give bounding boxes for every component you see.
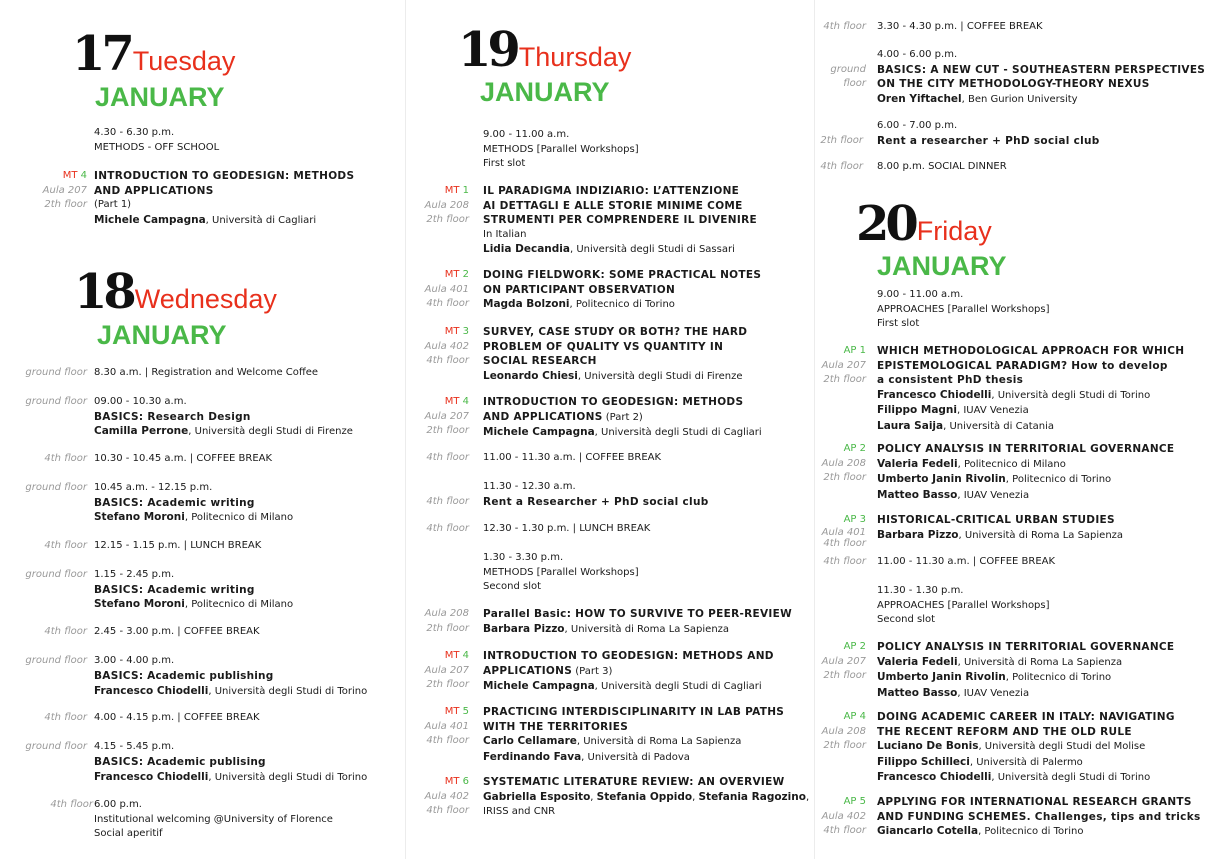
workshop-title: POLICY ANALYSIS IN TERRITORIAL GOVERNANCE bbox=[877, 443, 1175, 455]
workshop-title: PROBLEM OF QUALITY VS QUANTITY IN bbox=[483, 340, 724, 353]
speaker-affiliation: , Università di Roma La Sapienza bbox=[576, 736, 742, 747]
room: Aula 401 bbox=[821, 527, 866, 538]
workshop-title: IL PARADIGMA INDIZIARIO: L’ATTENZIONE bbox=[483, 185, 740, 197]
floor: 4th floor bbox=[44, 712, 87, 723]
speaker-affiliation: , Politecnico di Milano bbox=[957, 458, 1066, 470]
room: Aula 208 bbox=[821, 457, 866, 469]
event-description: Institutional welcoming @University of Florence bbox=[94, 813, 333, 825]
floor: 4th floor bbox=[426, 355, 469, 366]
workshop-code: AP 5 bbox=[843, 796, 866, 807]
speaker-name: Giancarlo Cotella bbox=[877, 825, 979, 837]
workshop-code: AP 4 bbox=[843, 711, 866, 722]
floor: 4th floor bbox=[50, 799, 93, 810]
session-label: METHODS - OFF SCHOOL bbox=[94, 141, 220, 153]
schedule-text: 12.15 - 1.15 p.m. | LUNCH BREAK bbox=[94, 540, 262, 551]
schedule-text: 4.00 - 4.15 p.m. | COFFEE BREAK bbox=[94, 712, 260, 723]
workshop-title: APPLICATIONS bbox=[483, 664, 573, 677]
schedule-text: 3.30 - 4.30 p.m. | COFFEE BREAK bbox=[877, 21, 1043, 32]
floor: 2th floor bbox=[823, 740, 866, 751]
speaker-name: Francesco Chiodelli bbox=[877, 771, 992, 783]
workshop-code: MT 5 bbox=[444, 706, 469, 717]
speaker-name: Umberto Janin Rivolin bbox=[877, 473, 1006, 485]
floor: 2th floor bbox=[426, 425, 469, 436]
speaker-affiliation: , Università degli Studi di Firenze bbox=[188, 426, 353, 437]
entry-location bbox=[822, 513, 866, 549]
schedule-text: 8.30 a.m. | Registration and Welcome Coffee bbox=[94, 367, 319, 378]
session-title: BASICS bbox=[94, 755, 139, 768]
speaker-name: Ferdinando Fava bbox=[483, 750, 582, 763]
workshop-title: AND APPLICATIONS bbox=[94, 184, 214, 197]
day-month: JANUARY bbox=[97, 320, 227, 350]
workshop-title: PRACTICING INTERDISCIPLINARITY IN LAB PATHS bbox=[483, 706, 785, 718]
speaker-name: Laura Saija bbox=[877, 419, 944, 432]
workshop-title: AI DETTAGLI E ALLE STORIE MINIME COME bbox=[483, 199, 743, 212]
floor: 4th floor bbox=[426, 452, 469, 463]
day-month: JANUARY bbox=[480, 77, 610, 107]
speaker-name: Francesco Chiodelli bbox=[94, 685, 209, 697]
session-title: : Academic publising bbox=[138, 755, 266, 768]
workshop-title: STRUMENTI PER COMPRENDERE IL DIVENIRE bbox=[483, 214, 757, 226]
speaker-affiliation: , Politecnico di Torino bbox=[569, 299, 675, 310]
session-time: 6.00 - 7.00 p.m. bbox=[877, 120, 958, 131]
floor: 4th floor bbox=[823, 556, 866, 567]
speaker-name: Valeria Fedeli bbox=[877, 457, 958, 470]
session-intro bbox=[877, 288, 1050, 332]
speaker-affiliation: , Università degli Studi del Molise bbox=[978, 741, 1146, 752]
workshop-code: MT 4 bbox=[444, 396, 469, 407]
speaker-affiliation: , IUAV Venezia bbox=[957, 489, 1030, 501]
speaker-affiliation: , Politecnico di Milano bbox=[184, 599, 294, 610]
session-intro bbox=[483, 551, 639, 595]
session-title: BASICS: Academic writing bbox=[94, 496, 255, 509]
session-time: 3.00 - 4.00 p.m. bbox=[94, 655, 175, 666]
floor: 4th floor bbox=[44, 626, 87, 637]
day-weekday: Wednesday bbox=[134, 284, 277, 314]
floor: 2th floor bbox=[44, 199, 87, 210]
floor: floor bbox=[843, 78, 866, 89]
workshop-title: INTRODUCTION TO GEODESIGN: METHODS bbox=[483, 396, 744, 408]
floor: 4th floor bbox=[823, 825, 866, 836]
workshop-title: SOCIAL RESEARCH bbox=[483, 355, 597, 367]
day-number: 17 bbox=[72, 26, 131, 82]
column-1 bbox=[0, 0, 405, 859]
speaker-name: Leonardo Chiesi bbox=[483, 369, 578, 382]
speaker-affiliation: , IUAV Venezia bbox=[957, 687, 1030, 699]
speaker-name: Michele Campagna bbox=[483, 426, 595, 438]
session-time: 4.15 - 5.45 p.m. bbox=[94, 741, 175, 752]
workshop-code: MT 4 bbox=[444, 650, 469, 661]
room: Aula 207 bbox=[424, 410, 469, 422]
speaker-name: Lidia Decandia bbox=[483, 243, 570, 255]
session-title: : Academic publishing bbox=[138, 669, 274, 682]
workshop-code: AP 3 bbox=[843, 514, 866, 525]
session-slot: Second slot bbox=[877, 614, 936, 625]
floor: 2th floor bbox=[823, 472, 866, 483]
floor: 4th floor bbox=[44, 540, 87, 551]
workshop-title: Parallel Basic: HOW TO SURVIVE TO PEER-REVIEW bbox=[483, 608, 792, 620]
day-header-19 bbox=[458, 22, 632, 78]
speaker-affiliation: , Politecnico di Milano bbox=[184, 512, 294, 523]
workshop-code: MT 3 bbox=[444, 326, 469, 337]
session-title: BASICS: Academic writing bbox=[94, 583, 255, 596]
day-number: 19 bbox=[458, 22, 517, 78]
speaker-name: Stefano Moroni bbox=[94, 598, 185, 610]
session-title: BASICS: A NEW CUT - SOUTHEASTERN PERSPECTIVES bbox=[877, 63, 1206, 76]
floor: 2th floor bbox=[823, 374, 866, 385]
entry-location bbox=[822, 710, 866, 754]
speaker-affiliation: , Ben Gurion University bbox=[961, 93, 1078, 105]
session-time: 4.30 - 6.30 p.m. bbox=[94, 127, 175, 138]
session-time: 1.15 - 2.45 p.m. bbox=[94, 569, 175, 580]
room: Aula 207 bbox=[42, 184, 87, 196]
entry-location bbox=[830, 63, 866, 92]
session-label: METHODS [Parallel Workshops] bbox=[483, 566, 639, 578]
floor: 4th floor bbox=[426, 805, 469, 816]
floor: ground floor bbox=[25, 367, 87, 378]
session-slot: First slot bbox=[483, 158, 526, 169]
floor: ground floor bbox=[25, 655, 87, 666]
room: Aula 402 bbox=[424, 340, 469, 352]
workshop-title: POLICY ANALYSIS IN TERRITORIAL GOVERNANCE bbox=[877, 641, 1175, 653]
speaker-affiliation: , Università di Roma La Sapienza bbox=[957, 656, 1123, 668]
workshop-code: AP 2 bbox=[843, 443, 866, 454]
entry-location bbox=[822, 795, 866, 839]
floor: ground floor bbox=[25, 741, 87, 752]
speaker-name: Stefano Moroni bbox=[94, 511, 185, 523]
entry-location bbox=[425, 775, 469, 819]
room: Aula 208 bbox=[424, 608, 469, 619]
room: Aula 402 bbox=[821, 810, 866, 822]
room: Aula 208 bbox=[424, 199, 469, 211]
entry-location bbox=[425, 705, 469, 749]
speaker-name: Barbara Pizzo bbox=[877, 528, 959, 541]
workshop-title: INTRODUCTION TO GEODESIGN: METHODS bbox=[94, 170, 355, 182]
floor: 2th floor bbox=[426, 679, 469, 690]
workshop-title: ON PARTICIPANT OBSERVATION bbox=[483, 283, 676, 296]
room: Aula 401 bbox=[424, 720, 469, 732]
speaker-affiliation: , Università degli Studi di Firenze bbox=[577, 370, 743, 382]
workshop-code: MT 2 bbox=[444, 269, 469, 280]
day-number: 18 bbox=[74, 264, 133, 320]
session-title: Rent a Researcher + PhD social club bbox=[483, 495, 709, 508]
day-weekday: Friday bbox=[916, 216, 992, 246]
session-time: 4.00 - 6.00 p.m. bbox=[877, 49, 958, 60]
speaker-name: Carlo Cellamare bbox=[483, 735, 577, 747]
floor: 2th floor bbox=[823, 670, 866, 681]
floor: 2th floor bbox=[426, 622, 469, 634]
speaker-name: Oren Yiftachel bbox=[877, 92, 962, 105]
day-month: JANUARY bbox=[877, 251, 1007, 281]
speaker-affiliation: , Università degli Studi di Torino bbox=[208, 686, 368, 697]
speaker-name: Filippo Magni bbox=[877, 404, 957, 416]
speaker-name: Michele Campagna bbox=[94, 213, 206, 226]
entry-location bbox=[822, 344, 866, 388]
entry-location bbox=[822, 640, 866, 684]
session-title: BASICS bbox=[94, 669, 139, 682]
speaker-name: Magda Bolzoni bbox=[483, 298, 570, 310]
entry-location bbox=[425, 395, 469, 439]
speaker-affiliation: , Politecnico di Torino bbox=[978, 826, 1084, 837]
speaker-name: Matteo Basso bbox=[877, 488, 958, 501]
session-label: APPROACHES [Parallel Workshops] bbox=[877, 599, 1050, 611]
workshop-title: EPISTEMOLOGICAL PARADIGM? How to develop bbox=[877, 359, 1168, 372]
day-header-20 bbox=[856, 196, 992, 252]
session-title: ON THE CITY METHODOLOGY-THEORY NEXUS bbox=[877, 78, 1150, 90]
speaker-name: Stefania Ragozino bbox=[698, 790, 806, 803]
session-time: 10.45 a.m. - 12.15 p.m. bbox=[94, 482, 213, 493]
session-intro bbox=[94, 126, 219, 155]
speaker-name: Stefania Oppido bbox=[596, 790, 693, 803]
schedule-text: 8.00 p.m. SOCIAL DINNER bbox=[877, 161, 1007, 172]
floor: 4th floor bbox=[823, 538, 866, 549]
day-weekday: Thursday bbox=[518, 42, 632, 72]
floor: ground floor bbox=[25, 396, 87, 407]
speaker-name: Barbara Pizzo bbox=[483, 622, 565, 635]
room: Aula 402 bbox=[424, 790, 469, 802]
entry-location bbox=[43, 169, 87, 213]
session-title: BASICS: Research Design bbox=[94, 410, 251, 423]
floor: 4th floor bbox=[426, 735, 469, 746]
session-slot: First slot bbox=[877, 318, 920, 329]
speaker-affiliation: , Politecnico di Torino bbox=[1005, 474, 1112, 485]
floor: 4th floor bbox=[820, 161, 863, 172]
speaker-name: Francesco Chiodelli bbox=[877, 388, 992, 401]
session-label: APPROACHES [Parallel Workshops] bbox=[877, 303, 1050, 315]
session-time: 9.00 - 11.00 a.m. bbox=[877, 289, 964, 300]
speaker-name: Umberto Janin Rivolin bbox=[877, 671, 1006, 683]
workshop-title: WHICH METHODOLOGICAL APPROACH FOR WHICH bbox=[877, 345, 1185, 357]
day-month: JANUARY bbox=[95, 82, 225, 112]
session-time: 9.00 - 11.00 a.m. bbox=[483, 129, 570, 140]
speaker-affiliation: , Università degli Studi di Cagliari bbox=[594, 427, 762, 438]
session-time: 1.30 - 3.30 p.m. bbox=[483, 552, 564, 563]
workshop-note: (Part 1) bbox=[94, 199, 132, 210]
floor: 4th floor bbox=[426, 523, 469, 534]
workshop-title: HISTORICAL-CRITICAL URBAN STUDIES bbox=[877, 514, 1115, 526]
speaker-affiliation: , Università di Cagliari bbox=[205, 214, 317, 226]
speaker-affiliation: , Università degli Studi di Cagliari bbox=[594, 681, 762, 692]
speaker-affiliation: , Università di Roma La Sapienza bbox=[564, 623, 730, 635]
room: Aula 401 bbox=[424, 283, 469, 295]
floor: ground floor bbox=[25, 482, 87, 493]
speaker-name: Valeria Fedeli bbox=[877, 655, 958, 668]
schedule-text: 11.00 - 11.30 a.m. | COFFEE BREAK bbox=[877, 556, 1056, 567]
entry-location bbox=[425, 607, 469, 636]
workshop-note: (Part 2) bbox=[602, 411, 643, 423]
speaker-name: Michele Campagna bbox=[483, 680, 595, 692]
session-intro bbox=[877, 584, 1050, 628]
speaker-affiliation: , Università degli Studi di Torino bbox=[991, 389, 1151, 401]
floor: 4th floor bbox=[44, 453, 87, 464]
workshop-title: INTRODUCTION TO GEODESIGN: METHODS AND bbox=[483, 650, 774, 662]
speaker-affiliation: , Università degli Studi di Sassari bbox=[569, 244, 735, 255]
entry-location bbox=[425, 268, 469, 312]
workshop-title: DOING FIELDWORK: SOME PRACTICAL NOTES bbox=[483, 269, 762, 281]
workshop-title: DOING ACADEMIC CAREER IN ITALY: NAVIGATING bbox=[877, 711, 1175, 723]
speaker-name: Gabriella Esposito bbox=[483, 790, 591, 803]
session-title: Rent a researcher + PhD social club bbox=[877, 134, 1100, 147]
floor: 2th floor bbox=[820, 134, 863, 146]
speaker-affiliation: IRISS and CNR bbox=[483, 806, 556, 817]
workshop-code: MT 4 bbox=[62, 170, 87, 181]
session-intro bbox=[483, 128, 639, 172]
workshop-code: AP 2 bbox=[843, 641, 866, 652]
workshop-title: WITH THE TERRITORIES bbox=[483, 720, 629, 733]
workshop-title: SURVEY, CASE STUDY OR BOTH? THE HARD bbox=[483, 326, 748, 338]
floor: 4th floor bbox=[823, 21, 866, 32]
workshop-title: APPLYING FOR INTERNATIONAL RESEARCH GRANTS bbox=[877, 796, 1192, 808]
column-3 bbox=[815, 0, 1221, 859]
entry-location bbox=[822, 442, 866, 486]
speaker-affiliation: , Università di Roma La Sapienza bbox=[958, 529, 1124, 541]
workshop-code: MT 6 bbox=[444, 776, 469, 787]
speaker-name: Filippo Schilleci bbox=[877, 755, 970, 768]
workshop-title: AND FUNDING SCHEMES. Challenges, tips and tricks bbox=[877, 810, 1201, 823]
entry-location bbox=[425, 649, 469, 693]
floor: ground floor bbox=[25, 569, 87, 580]
speaker-affiliation: , Università degli Studi di Torino bbox=[208, 772, 368, 783]
room: Aula 208 bbox=[821, 725, 866, 737]
speaker-affiliation: , Università di Catania bbox=[943, 420, 1055, 432]
day-number: 20 bbox=[856, 196, 915, 252]
workshop-title: SYSTEMATIC LITERATURE REVIEW: AN OVERVIEW bbox=[483, 776, 785, 788]
workshop-note: In Italian bbox=[483, 228, 527, 240]
column-2: 19Thursday JANUARY 9.00 - 11.00 a.m. METHODS [Parallel Workshops] First slot MT 1 Aula 208 2th floor IL PARADIGMA INDIZIARIO: L’ATTENZIONE AI DETTAGLI E ALLE STORIE MINIME COME STRUMENTI PER COMPRENDERE IL DIVENIRE In Italian Lidia Decandia, Università degli Studi di Sassari MT 2 Aula 401 4th floor DOING FIELDWORK: SOME PRACTICAL NOTES ON PARTICIPANT OBSERVATION Magda Bolzoni, Politecnico di Torino MT 3 Aula 402 4th floor SURVEY, CASE STUDY OR BOTH? THE HARD PROBLEM OF QUALITY VS QUANTITY IN SOCIAL RESEARCH Leonardo Chiesi, Università degli Studi di Firenze MT 4 Aula 207 2th floor INTRODUCTION TO GEODESIGN: METHODS AND APPLICATIONS (Part 2) Michele Campagna, Università degli Studi di Cagliari 4th floor 11.00 - 11.30 a.m. | COFFEE BREAK 4th floor 11.30 - 12.30 a.m. Rent a Researcher + PhD social club 4th floor 12.30 - 1.30 p.m. | LUNCH BREAK 1.30 - 3.30 p.m. METHODS [Parallel Workshops] Second slot Aula 208 2th floor Parallel Basic: HOW TO SURVIVE TO PEER-REVIEW Barbara Pizzo, Università di Roma La Sapienza MT 4 Aula 207 2th floor INTRODUCTION TO GEODESIGN: METHODS AND APPLICATIONS (Part 3) Michele Campagna, Università degli Studi di Cagliari MT 5 Aula 401 4th floor PRACTICING INTERDISCIPLINARITY IN LAB PATHS WITH THE TERRITORIES Carlo Cellamare, Università di Roma La Sapienza Ferdinando Fava, Università di Padova MT 6 Aula 402 4th floor SYSTEMATIC LITERATURE REVIEW: AN OVERVIEW Gabriella Esposito, Stefania Oppido, Stefania Ragozino, IRISS and CNR bbox=[406, 0, 814, 859]
workshop-title: THE RECENT REFORM AND THE OLD RULE bbox=[877, 725, 1132, 738]
session-label: METHODS [Parallel Workshops] bbox=[483, 143, 639, 155]
session-time: 09.00 - 10.30 a.m. bbox=[94, 396, 187, 407]
room: Aula 207 bbox=[424, 664, 469, 676]
schedule-text: 11.00 - 11.30 a.m. | COFFEE BREAK bbox=[483, 452, 662, 463]
speaker-name: Francesco Chiodelli bbox=[94, 771, 209, 783]
workshop-code: MT 1 bbox=[444, 185, 469, 196]
floor: 4th floor bbox=[426, 298, 469, 309]
floor: 2th floor bbox=[426, 214, 469, 225]
session-time: 11.30 - 1.30 p.m. bbox=[877, 585, 964, 596]
speaker-name: Luciano De Bonis bbox=[877, 740, 979, 752]
workshop-title: AND APPLICATIONS bbox=[483, 410, 603, 423]
entry-location bbox=[425, 184, 469, 228]
floor: 4th floor bbox=[426, 495, 469, 507]
floor: ground bbox=[830, 63, 866, 75]
day-weekday: Tuesday bbox=[132, 46, 236, 76]
speaker-name: Camilla Perrone bbox=[94, 425, 189, 437]
day-header-18 bbox=[74, 264, 277, 320]
speaker-affiliation: , IUAV Venezia bbox=[957, 405, 1029, 416]
schedule-text: 2.45 - 3.00 p.m. | COFFEE BREAK bbox=[94, 626, 260, 637]
room: Aula 207 bbox=[821, 359, 866, 371]
speaker-affiliation: , Politecnico di Torino bbox=[1005, 672, 1112, 683]
entry-location bbox=[425, 325, 469, 369]
speaker-name: Matteo Basso bbox=[877, 686, 958, 699]
workshop-note: (Part 3) bbox=[572, 665, 613, 677]
room: Aula 207 bbox=[821, 655, 866, 667]
speaker-affiliation: , Università di Padova bbox=[581, 751, 690, 763]
event-description: Social aperitif bbox=[94, 828, 163, 839]
day-header-17 bbox=[72, 26, 236, 82]
session-time: 6.00 p.m. bbox=[94, 799, 142, 810]
workshop-title: a consistent PhD thesis bbox=[877, 374, 1024, 386]
speaker-affiliation: , Università degli Studi di Torino bbox=[991, 772, 1151, 783]
schedule-text: 12.30 - 1.30 p.m. | LUNCH BREAK bbox=[483, 523, 651, 534]
speaker-affiliation: , Università di Palermo bbox=[969, 756, 1083, 768]
workshop-code: AP 1 bbox=[843, 345, 866, 356]
schedule-text: 10.30 - 10.45 a.m. | COFFEE BREAK bbox=[94, 453, 273, 464]
session-slot: Second slot bbox=[483, 581, 542, 592]
session-time: 11.30 - 12.30 a.m. bbox=[483, 481, 576, 492]
